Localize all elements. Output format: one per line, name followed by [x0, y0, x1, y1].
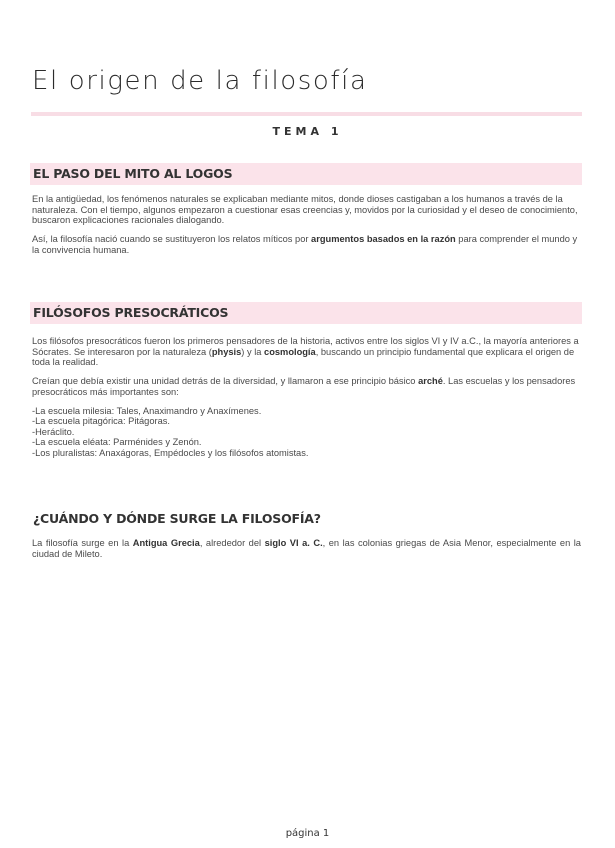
text-run: para comprender el mundo y la convivencia humana. — [32, 234, 578, 255]
text-run: ) y la — [241, 346, 265, 357]
text-run: , en las colonias griegas de Asia Menor, especialmente en la ciudad de Mileto. — [32, 538, 581, 559]
list-item: -La escuela pitagórica: Pitágoras. — [32, 416, 170, 427]
bold-term-siglo: siglo VI a. C. — [264, 538, 323, 548]
list-item: -Heráclito. — [32, 426, 75, 437]
text-run: , alrededor del — [199, 538, 265, 548]
text-run: Así, la filosofía nació cuando se sustituyeron los relatos míticos por — [32, 234, 312, 244]
text-run: La filosofía surge en la — [32, 538, 133, 548]
paragraph-mito-2 — [32, 234, 581, 255]
list-item: -Los pluralistas: Anaxágoras, Empédocles y los filósofos atomistas. — [32, 447, 309, 458]
text-run: , buscando un principio fundamental que explicara el origen de toda la realidad. — [32, 346, 575, 368]
page-number: página 1 — [285, 828, 330, 839]
text-run: Los filósofos presocráticos fueron los primeros pensadores de la historia, activos entre los siglos VI y IV a.C., la mayoría anteriores a Sócrates. Se interesaron por la naturaleza ( — [32, 336, 579, 357]
section-heading-cuando-donde: ¿CUÁNDO Y DÓNDE SURGE LA FILOSOFÍA? — [33, 511, 321, 526]
section-heading-mito-logos: EL PASO DEL MITO AL LOGOS — [30, 163, 582, 185]
list-item: -La escuela eléata: Parménides y Zenón. — [32, 437, 202, 448]
bold-term-arche: arché — [418, 376, 443, 386]
bold-term-antigua-grecia: Antigua Grecia — [132, 538, 200, 548]
bold-term-cosmologia: cosmología — [264, 346, 316, 357]
paragraph-presocraticos-1 — [32, 336, 581, 368]
page-title: El origen de la filosofía — [32, 66, 368, 96]
paragraph-presocraticos-2 — [32, 376, 581, 397]
text-run: . Las escuelas y los pensadores presocráticos más importantes son: — [32, 376, 576, 397]
bold-term-physis: physis — [211, 346, 242, 357]
list-item: -La escuela milesia: Tales, Anaximandro y Anaxímenes. — [32, 406, 262, 416]
schools-list — [32, 406, 581, 458]
tema-label: TEMA 1 — [272, 125, 343, 138]
title-underline — [31, 112, 582, 116]
section-heading-presocraticos: FILÓSOFOS PRESOCRÁTICOS — [30, 302, 582, 324]
bold-term-argumentos: argumentos basados en la razón — [311, 234, 456, 244]
text-run: Creían que debía existir una unidad detrás de la diversidad, y llamaron a ese principio básico — [32, 376, 419, 386]
paragraph-cuando-donde — [32, 538, 581, 559]
paragraph-mito-1: En la antigüedad, los fenómenos naturales se explicaban mediante mitos, donde dioses castigaban a los humanos a través de la naturaleza. Con el tiempo, algunos empezaron a cuestionar esas creencias y, movidos por la curiosidad y el deseo de conocimiento, buscaron explicaciones racionales dialogando. — [32, 194, 578, 226]
